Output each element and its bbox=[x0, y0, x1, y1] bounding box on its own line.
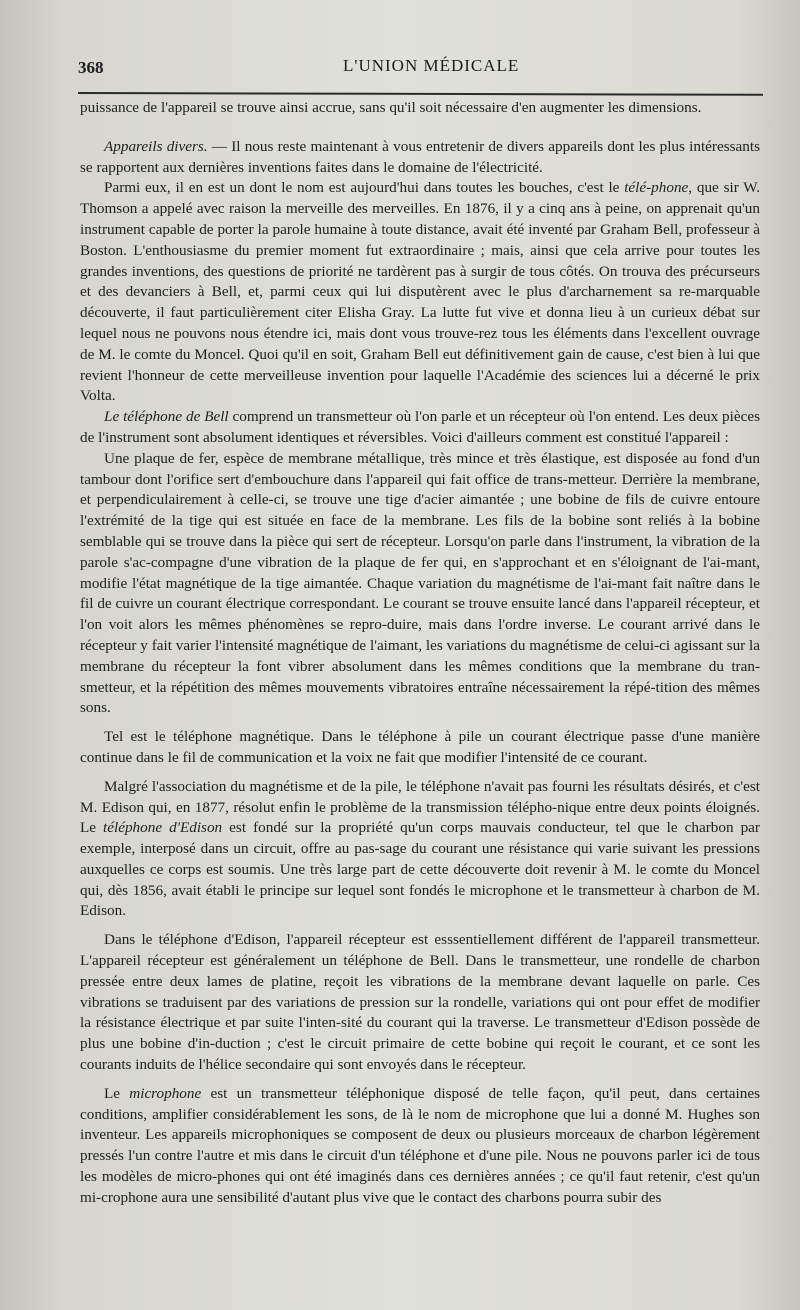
paragraph-text: est un transmetteur téléphonique disposé de telle façon, qu'il peut, dans certaines conditions, amplifier considérablement les sons, de là le nom de microphone que lui a donné M. Hughes son inventeur. Les appareils microphoniques se composent de deux ou plusieurs morceaux de charbon légèrement pressés l'un contre l'autre et mis dans le circuit d'un téléphone et d'une pile. Nous ne pouvons parler ici de tous les modèles de micro-phones qui ont été imaginés dans ces dernières années ; ce qu'il faut retenir, c'est qu'un mi-crophone aura une sensibilité d'autant plus vive que le contact des charbons pourra subir des bbox=[80, 1084, 760, 1206]
running-head: L'UNION MÉDICALE bbox=[343, 56, 520, 75]
paragraph-text: Parmi eux, il en est un dont le nom est aujourd'hui dans toutes les bouches, c'est le bbox=[104, 179, 625, 197]
paragraph-membrane bbox=[80, 449, 760, 719]
paragraph-text: Malgré l'association du magnétisme et de la pile, le téléphone n'avait pas fourni les résultats désirés, et c'est M. Edison qui, en 1877, résolut enfin le problème de la transmission télépho-nique entre deux points éloignés. Le bbox=[80, 777, 760, 837]
paragraph-edison-receiver bbox=[80, 930, 760, 1076]
italic-term: téléphone d'Edison bbox=[103, 819, 223, 837]
paragraph-appareils-divers bbox=[80, 137, 760, 179]
page-number: 368 bbox=[78, 58, 104, 77]
paragraph-magnetic-telephone bbox=[80, 727, 760, 769]
paragraph-text: , que sir W. Thomson a appelé avec raison la merveille des merveilles. En 1876, il y a cinq ans à peine, on apprenait qu'un instrument capable de porter la parole humaine à toute distance, avait été inventé par Graham Bell, professeur à Boston. L'enthousiasme du premier moment fut extraordinaire ; mais, ainsi que cela arrive pour toutes les grandes inventions, des questions de priorité ne tardèrent pas à surgir de tous côtés. On trouva des précurseurs et des devanciers à Bell, et, parmi ceux qui lui disputèrent avec le plus d'archarnement sa re-marquable découverte, il faut particulièrement citer Elisha Gray. La lutte fut vive et donna lieu à un curieux débat sur lequel nous ne pouvons nous étendre ici, mais dont vous trouve-rez tous les éléments dans l'excellent ouvrage de M. le comte du Moncel. Quoi qu'il en soit, Graham Bell eut définitivement gain de cause, c'est bien à lui que revient l'honneur de cette merveilleuse invention pour laquelle l'Académie des sciences lui a décerné le prix Volta. bbox=[80, 179, 760, 405]
paragraph-text: Dans le téléphone d'Edison, l'appareil récepteur est esssentiellement différent de l'appareil transmetteur. L'appareil récepteur est généralement un téléphone de Bell. Dans le transmetteur, une rondelle de charbon pressée entre deux lames de platine, reçoit les vibrations de la membrane devant laquelle on parle. Ces vibrations se traduisent par des variations de pression sur la rondelle, variations qui ont pour effet de modifier la résistance électrique et par suite l'inten-sité du courant qui la traverse. Le transmetteur d'Edison possède de plus une bobine d'in-duction ; c'est le circuit primaire de cette bobine qui reçoit le courant, et ce sont les courants induits de l'hélice secondaire qui sont envoyés dans le récepteur. bbox=[80, 931, 760, 1074]
section-heading-italic: Appareils divers. bbox=[104, 137, 208, 155]
paragraph-text: est fondé sur la propriété qu'un corps mauvais conducteur, tel que le charbon par exemple, interposé dans un circuit, offre au pas-sage du courant une résistance qui varie suivant les pressions auxquelles ce corps est soumis. Une très large part de cette découverte doit revenir à M. le comte du Moncel qui, dès 1856, avait établi le principe sur lequel sont fondés le microphone et le transmetteur à charbon de M. Edison. bbox=[80, 819, 760, 920]
paragraph-edison bbox=[80, 777, 760, 923]
italic-term: microphone bbox=[129, 1084, 202, 1102]
paragraph-text: Le bbox=[104, 1084, 130, 1102]
body-text bbox=[80, 98, 760, 1209]
italic-term: télé-phone bbox=[624, 179, 689, 197]
header-rule bbox=[78, 92, 763, 96]
paragraph-telephone-history bbox=[80, 178, 760, 407]
paragraph-text: comprend un transmetteur où l'on parle et un récepteur où l'on entend. Les deux pièces de l'instrument sont absolument identiques et réversibles. Voici d'ailleurs comment est constitué l'appareil : bbox=[80, 408, 760, 446]
paragraph-text: Tel est le téléphone magnétique. Dans le téléphone à pile un courant électrique passe d'une manière continue dans le fil de communication et la voix ne fait que modifier l'intensité de ce courant. bbox=[80, 728, 760, 766]
paragraph-telephone-bell bbox=[80, 407, 760, 449]
paragraph-text: puissance de l'appareil se trouve ainsi accrue, sans qu'il soit nécessaire d'en augmenter les dimensions. bbox=[80, 99, 702, 116]
paragraph-continuation bbox=[80, 98, 760, 119]
paragraph-microphone bbox=[80, 1084, 760, 1209]
paragraph-text: Une plaque de fer, espèce de membrane métallique, très mince et très élastique, est disposée au fond d'un tambour dont l'orifice sert d'embouchure dans l'appareil qui fait office de trans-metteur. Derrière la membrane, et perpendiculairement à celle-ci, se trouve une tige d'acier aimantée ; une bobine de fils de cuivre entoure l'extrémité de la tige qui est située en face de la membrane. Les fils de la bobine sont reliés à la bobine semblable qui se trouve dans la pièce qui sert de récepteur. Lorsqu'on parle dans l'instrument, la vibration de la parole s'ac-compagne d'une vibration de la plaque de fer qui, en s'approchant et en s'éloignant de l'ai-mant, modifie l'état magnétique de la tige aimantée. Chaque variation du magnétisme de l'ai-mant fait naître dans le fil de cuivre un courant électrique correspondant. Le courant se trouve ensuite lancé dans l'appareil récepteur, et l'on voit alors les mêmes phénomènes se repro-duire, mais dans l'ordre inverse. Le courant arrivé dans le récepteur y fait varier l'intensité magnétique de l'aimant, les variations du magnétisme de celui-ci agissant sur la membrane du récepteur la font vibrer absolument dans les mêmes conditions que la membrane du tran-smetteur, et la répétition des mêmes mouvements vibratoires entraîne nécessairement la répé-tition des mêmes sons. bbox=[80, 449, 760, 717]
page-header bbox=[78, 52, 758, 82]
paragraph-text: — Il nous reste maintenant à vous entretenir de divers appareils dont les plus intéressants se rapportent aux dernières inventions faites dans le domaine de l'électricité. bbox=[80, 137, 760, 176]
italic-term: Le téléphone de Bell bbox=[104, 408, 229, 426]
